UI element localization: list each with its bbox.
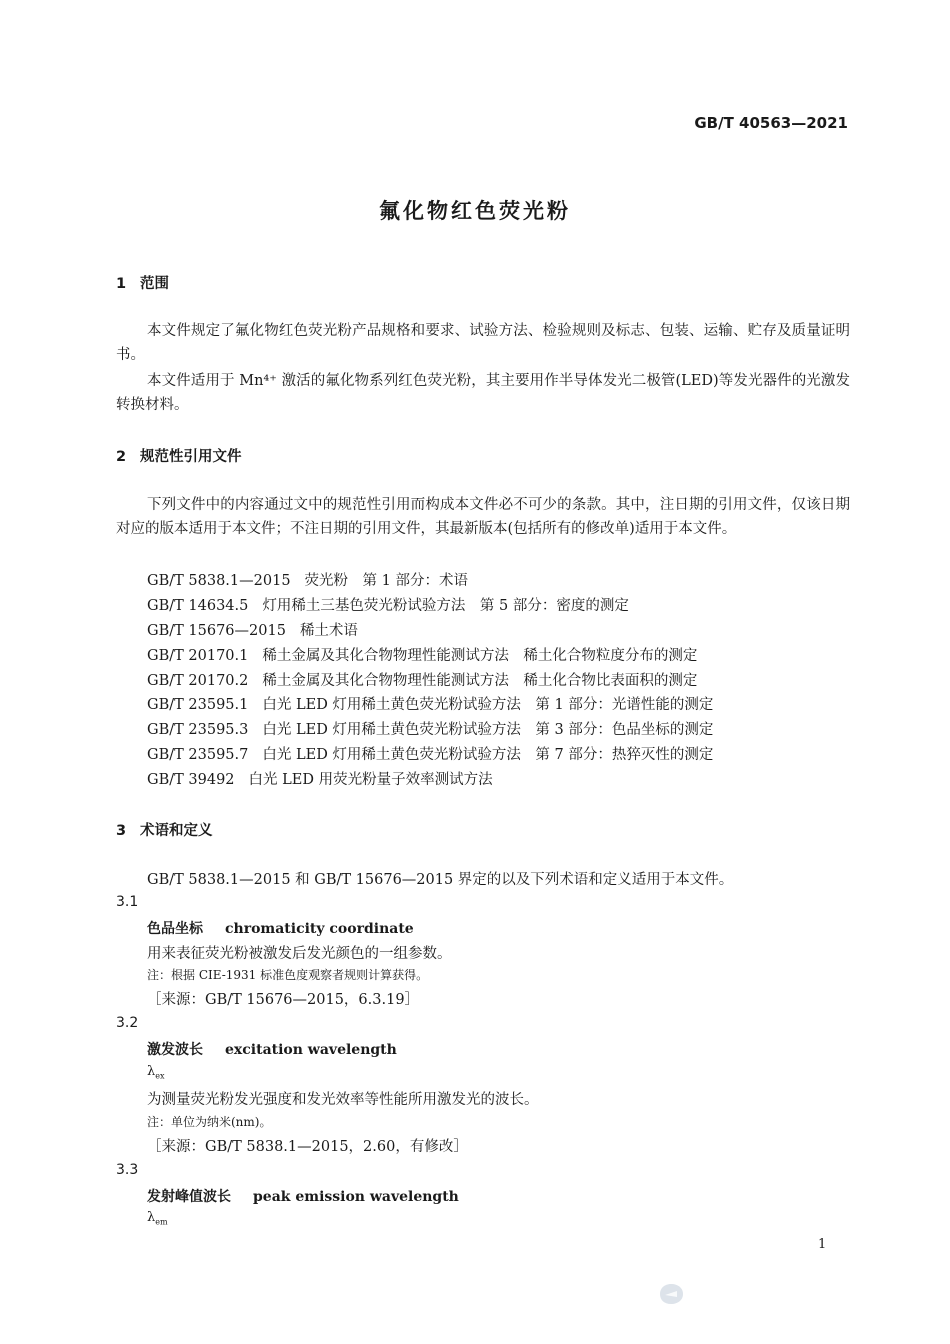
reference-item <box>147 693 713 714</box>
reference-item <box>147 743 713 764</box>
section-title: 范围 <box>140 276 169 292</box>
term-number: 3.1 <box>116 894 139 910</box>
reference-code: GB/T 15676—2015 <box>147 623 286 639</box>
term-note: 注：单位为纳米(nm)。 <box>147 1115 272 1129</box>
term-source: ［来源：GB/T 5838.1—2015，2.60，有修改］ <box>147 1139 468 1155</box>
reference-code: GB/T 23595.7 <box>147 747 249 763</box>
reference-item <box>147 644 697 665</box>
term-en: peak emission wavelength <box>253 1189 459 1205</box>
term-zh: 激发波长 <box>147 1042 203 1058</box>
reference-item <box>147 594 629 615</box>
document-title: 氟化物红色荧光粉 <box>379 199 571 223</box>
term-symbol <box>147 1064 165 1081</box>
reference-item <box>147 718 713 739</box>
term-zh: 发射峰值波长 <box>147 1189 231 1205</box>
page-number: 1 <box>818 1237 827 1252</box>
section-number: 3 <box>116 823 127 839</box>
reference-code: GB/T 39492 <box>147 772 235 788</box>
reference-title: 稀土金属及其化合物物理性能测试方法 稀土化合物粒度分布的测定 <box>262 648 698 664</box>
section-3-heading <box>116 819 213 840</box>
reference-title: 稀土术语 <box>299 623 358 639</box>
term-symbol <box>147 1210 168 1227</box>
term-heading <box>147 918 414 938</box>
section-2-intro: 下列文件中的内容通过文中的规范性引用而构成本文件必不可少的条款。其中，注日期的引用文件，仅该日期对应的版本适用于本文件；不注日期的引用文件，其最新版本(包括所有的修改单)适用于本文件。 <box>116 497 850 537</box>
term-note: 注：根据 CIE-1931 标准色度观察者规则计算获得。 <box>147 968 429 982</box>
section-3-intro: GB/T 5838.1—2015 和 GB/T 15676—2015 界定的以及下列术语和定义适用于本文件。 <box>147 872 734 888</box>
section-title: 术语和定义 <box>140 823 213 839</box>
section-2-heading <box>116 445 242 466</box>
term-source: ［来源：GB/T 15676—2015，6.3.19］ <box>147 992 420 1008</box>
reference-item <box>147 768 493 789</box>
reference-item <box>147 619 358 640</box>
term-heading <box>147 1039 397 1059</box>
reference-item <box>147 669 697 690</box>
reference-item <box>147 569 468 590</box>
reference-title: 稀土金属及其化合物物理性能测试方法 稀土化合物比表面积的测定 <box>262 673 698 689</box>
reference-title: 白光 LED 灯用稀土黄色荧光粉试验方法 第 7 部分：热猝灭性的测定 <box>262 747 714 763</box>
term-en: chromaticity coordinate <box>225 921 414 937</box>
publisher-watermark-logo <box>656 1282 686 1310</box>
symbol-subscript: ex <box>155 1071 165 1081</box>
term-number: 3.2 <box>116 1015 139 1031</box>
term-zh: 色品坐标 <box>147 921 203 937</box>
symbol-lambda: λ <box>147 1064 156 1079</box>
reference-code: GB/T 5838.1—2015 <box>147 573 291 589</box>
reference-code: GB/T 20170.1 <box>147 648 249 664</box>
section-1-paragraph-2: 本文件适用于 Mn⁴⁺ 激活的氟化物系列红色荧光粉，其主要用作半导体发光二极管(LED)等发光器件的光激发转换材料。 <box>116 373 850 413</box>
reference-title: 白光 LED 用荧光粉量子效率测试方法 <box>248 772 493 788</box>
section-title: 规范性引用文件 <box>140 449 242 465</box>
reference-title: 灯用稀土三基色荧光粉试验方法 第 5 部分：密度的测定 <box>262 598 629 614</box>
term-definition: 为测量荧光粉发光强度和发光效率等性能所用激发光的波长。 <box>147 1092 539 1108</box>
reference-code: GB/T 20170.2 <box>147 673 249 689</box>
term-heading <box>147 1186 459 1206</box>
section-number: 1 <box>116 276 127 292</box>
standard-number: GB/T 40563—2021 <box>694 114 848 132</box>
term-definition: 用来表征荧光粉被激发后发光颜色的一组参数。 <box>147 946 452 962</box>
reference-code: GB/T 23595.1 <box>147 697 249 713</box>
reference-code: GB/T 14634.5 <box>147 598 249 614</box>
section-1-heading <box>116 272 169 293</box>
symbol-subscript: em <box>155 1217 168 1227</box>
term-number: 3.3 <box>116 1162 139 1178</box>
reference-title: 白光 LED 灯用稀土黄色荧光粉试验方法 第 3 部分：色品坐标的测定 <box>262 722 714 738</box>
section-1-paragraph-1: 本文件规定了氟化物红色荧光粉产品规格和要求、试验方法、检验规则及标志、包装、运输、贮存及质量证明书。 <box>116 323 850 363</box>
reference-title: 荧光粉 第 1 部分：术语 <box>304 573 468 589</box>
reference-code: GB/T 23595.3 <box>147 722 249 738</box>
section-number: 2 <box>116 449 127 465</box>
term-en: excitation wavelength <box>225 1042 397 1058</box>
symbol-lambda: λ <box>147 1210 156 1225</box>
reference-title: 白光 LED 灯用稀土黄色荧光粉试验方法 第 1 部分：光谱性能的测定 <box>262 697 714 713</box>
